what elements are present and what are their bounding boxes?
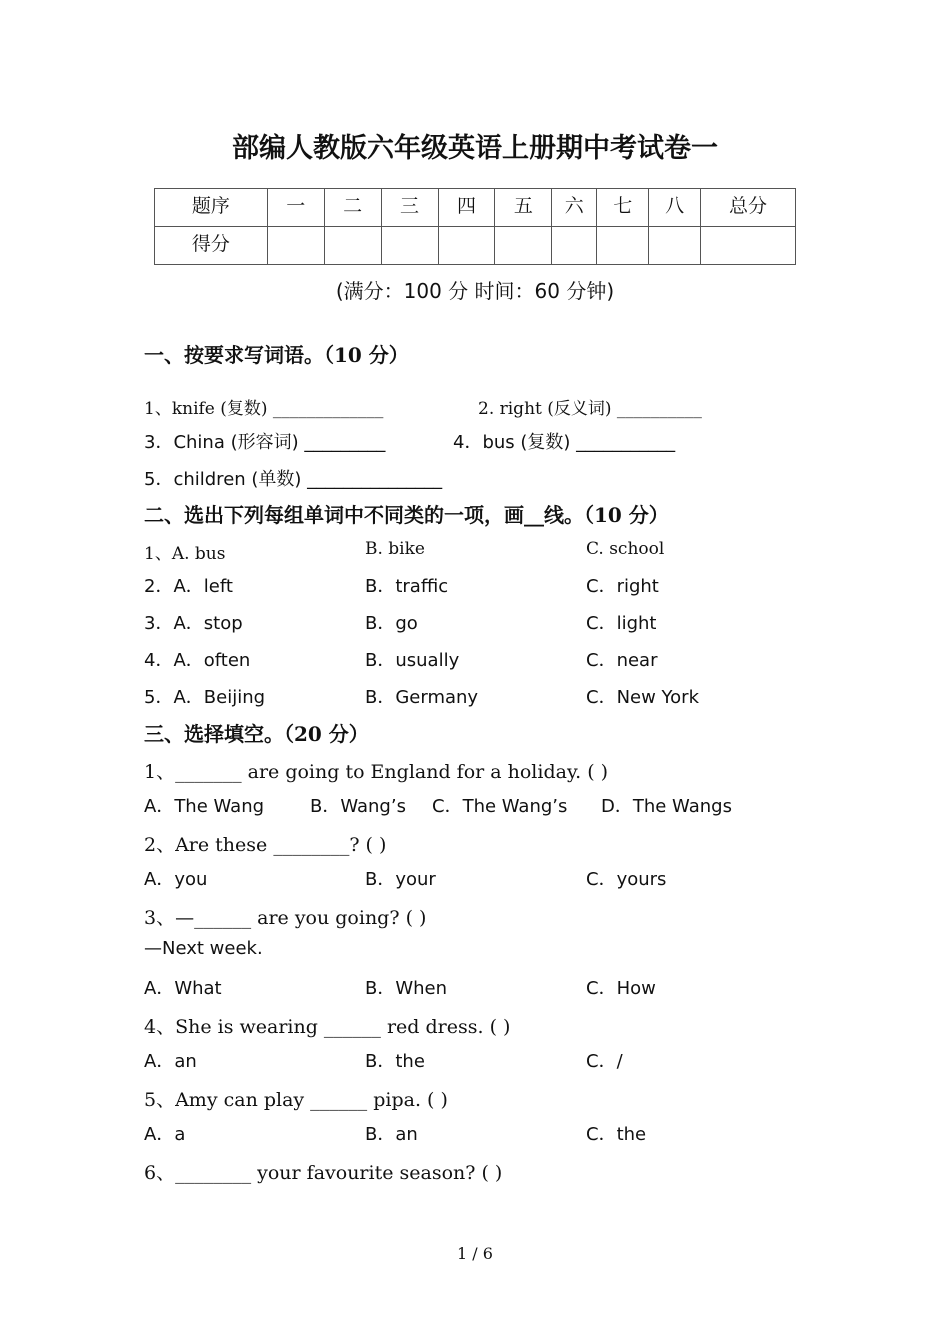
s2-option: 3．A．stop	[144, 613, 243, 634]
score-cell: 三	[381, 189, 438, 227]
s1-question-1: 1、knife (复数) _____________	[144, 399, 384, 419]
page-number: 1 / 6	[457, 1244, 493, 1263]
score-cell: 总分	[701, 189, 796, 227]
s2-option: 4．A．often	[144, 650, 251, 671]
s3-question-6: 6、________ your favourite season? ( )	[144, 1162, 503, 1184]
s2-option: B．go	[365, 613, 418, 634]
s2-option: B．traffic	[365, 576, 449, 597]
score-cell: 八	[649, 189, 701, 227]
s2-option: 1、A. bus	[144, 544, 226, 564]
s3-question-3: 3、—______ are you going? ( )	[144, 907, 427, 929]
s2-option: C．New York	[586, 687, 699, 708]
s3-question-2: 2、Are these ________? ( )	[144, 834, 387, 856]
s3-question-1: 1、_______ are going to England for a holiday. ( )	[144, 761, 609, 783]
s3-q1-option-b: B．Wang’s	[310, 796, 406, 817]
score-table	[154, 188, 796, 265]
s2-option: B．usually	[365, 650, 460, 671]
s3-q5-option-c: C．the	[586, 1124, 647, 1145]
score-input-cell[interactable]	[267, 227, 324, 265]
s2-option: C. school	[586, 539, 665, 559]
s2-option: C．right	[586, 576, 659, 597]
page-title: 部编人教版六年级英语上册期中考试卷一	[232, 133, 718, 164]
s3-q1-option-c: C．The Wang’s	[432, 796, 568, 817]
s2-option: C．near	[586, 650, 658, 671]
score-table-header-row	[155, 189, 796, 227]
score-cell: 六	[552, 189, 597, 227]
s3-q4-option-b: B．the	[365, 1051, 425, 1072]
score-cell: 四	[438, 189, 495, 227]
score-table-score-row	[155, 227, 796, 265]
s3-q2-option-a: A．you	[144, 869, 208, 890]
s3-q4-option-a: A．an	[144, 1051, 197, 1072]
score-cell: 五	[495, 189, 552, 227]
s3-q2-option-b: B．your	[365, 869, 436, 890]
s3-q2-option-c: C．yours	[586, 869, 667, 890]
s3-q3-option-c: C．How	[586, 978, 656, 999]
s1-question-5: 5．children (单数) _______________	[144, 469, 443, 490]
s1-question-3: 3．China (形容词) _________	[144, 432, 386, 453]
s3-q1-option-d: D．The Wangs	[601, 796, 732, 817]
s3-q3-option-a: A．What	[144, 978, 222, 999]
s3-question-5: 5、Amy can play ______ pipa. ( )	[144, 1089, 448, 1111]
s1-question-4: 4．bus (复数) ___________	[453, 432, 676, 453]
s2-option: C．light	[586, 613, 657, 634]
s2-option: B．Germany	[365, 687, 479, 708]
score-input-cell[interactable]	[597, 227, 649, 265]
s2-option: B. bike	[365, 539, 425, 559]
s2-option: 2．A．left	[144, 576, 233, 597]
s3-q3-option-b: B．When	[365, 978, 448, 999]
score-input-cell[interactable]	[701, 227, 796, 265]
s3-q5-option-b: B．an	[365, 1124, 418, 1145]
s3-q3-reply: —Next week.	[144, 938, 263, 959]
s3-q5-option-a: A．a	[144, 1124, 186, 1145]
s3-question-4: 4、She is wearing ______ red dress. ( )	[144, 1016, 511, 1038]
score-cell: 七	[597, 189, 649, 227]
exam-meta: (满分：100 分 时间：60 分钟)	[335, 279, 615, 303]
score-input-cell[interactable]	[381, 227, 438, 265]
s3-q4-option-c: C．/	[586, 1051, 623, 1072]
section1-heading: 一、按要求写词语。（10 分）	[144, 343, 409, 367]
score-cell: 一	[267, 189, 324, 227]
s3-q1-option-a: A．The Wang	[144, 796, 265, 817]
s1-question-2: 2. right (反义词) __________	[478, 399, 702, 419]
score-input-cell[interactable]	[324, 227, 381, 265]
s2-option: 5．A．Beijing	[144, 687, 266, 708]
score-input-cell[interactable]	[552, 227, 597, 265]
score-input-cell[interactable]	[438, 227, 495, 265]
section2-heading: 二、选出下列每组单词中不同类的一项，画__线。（10 分）	[144, 503, 669, 527]
score-cell: 二	[324, 189, 381, 227]
score-input-cell[interactable]	[495, 227, 552, 265]
section3-heading: 三、选择填空。（20 分）	[144, 722, 369, 746]
score-cell: 题序	[155, 189, 268, 227]
score-input-cell[interactable]	[649, 227, 701, 265]
score-row-label: 得分	[155, 227, 268, 265]
